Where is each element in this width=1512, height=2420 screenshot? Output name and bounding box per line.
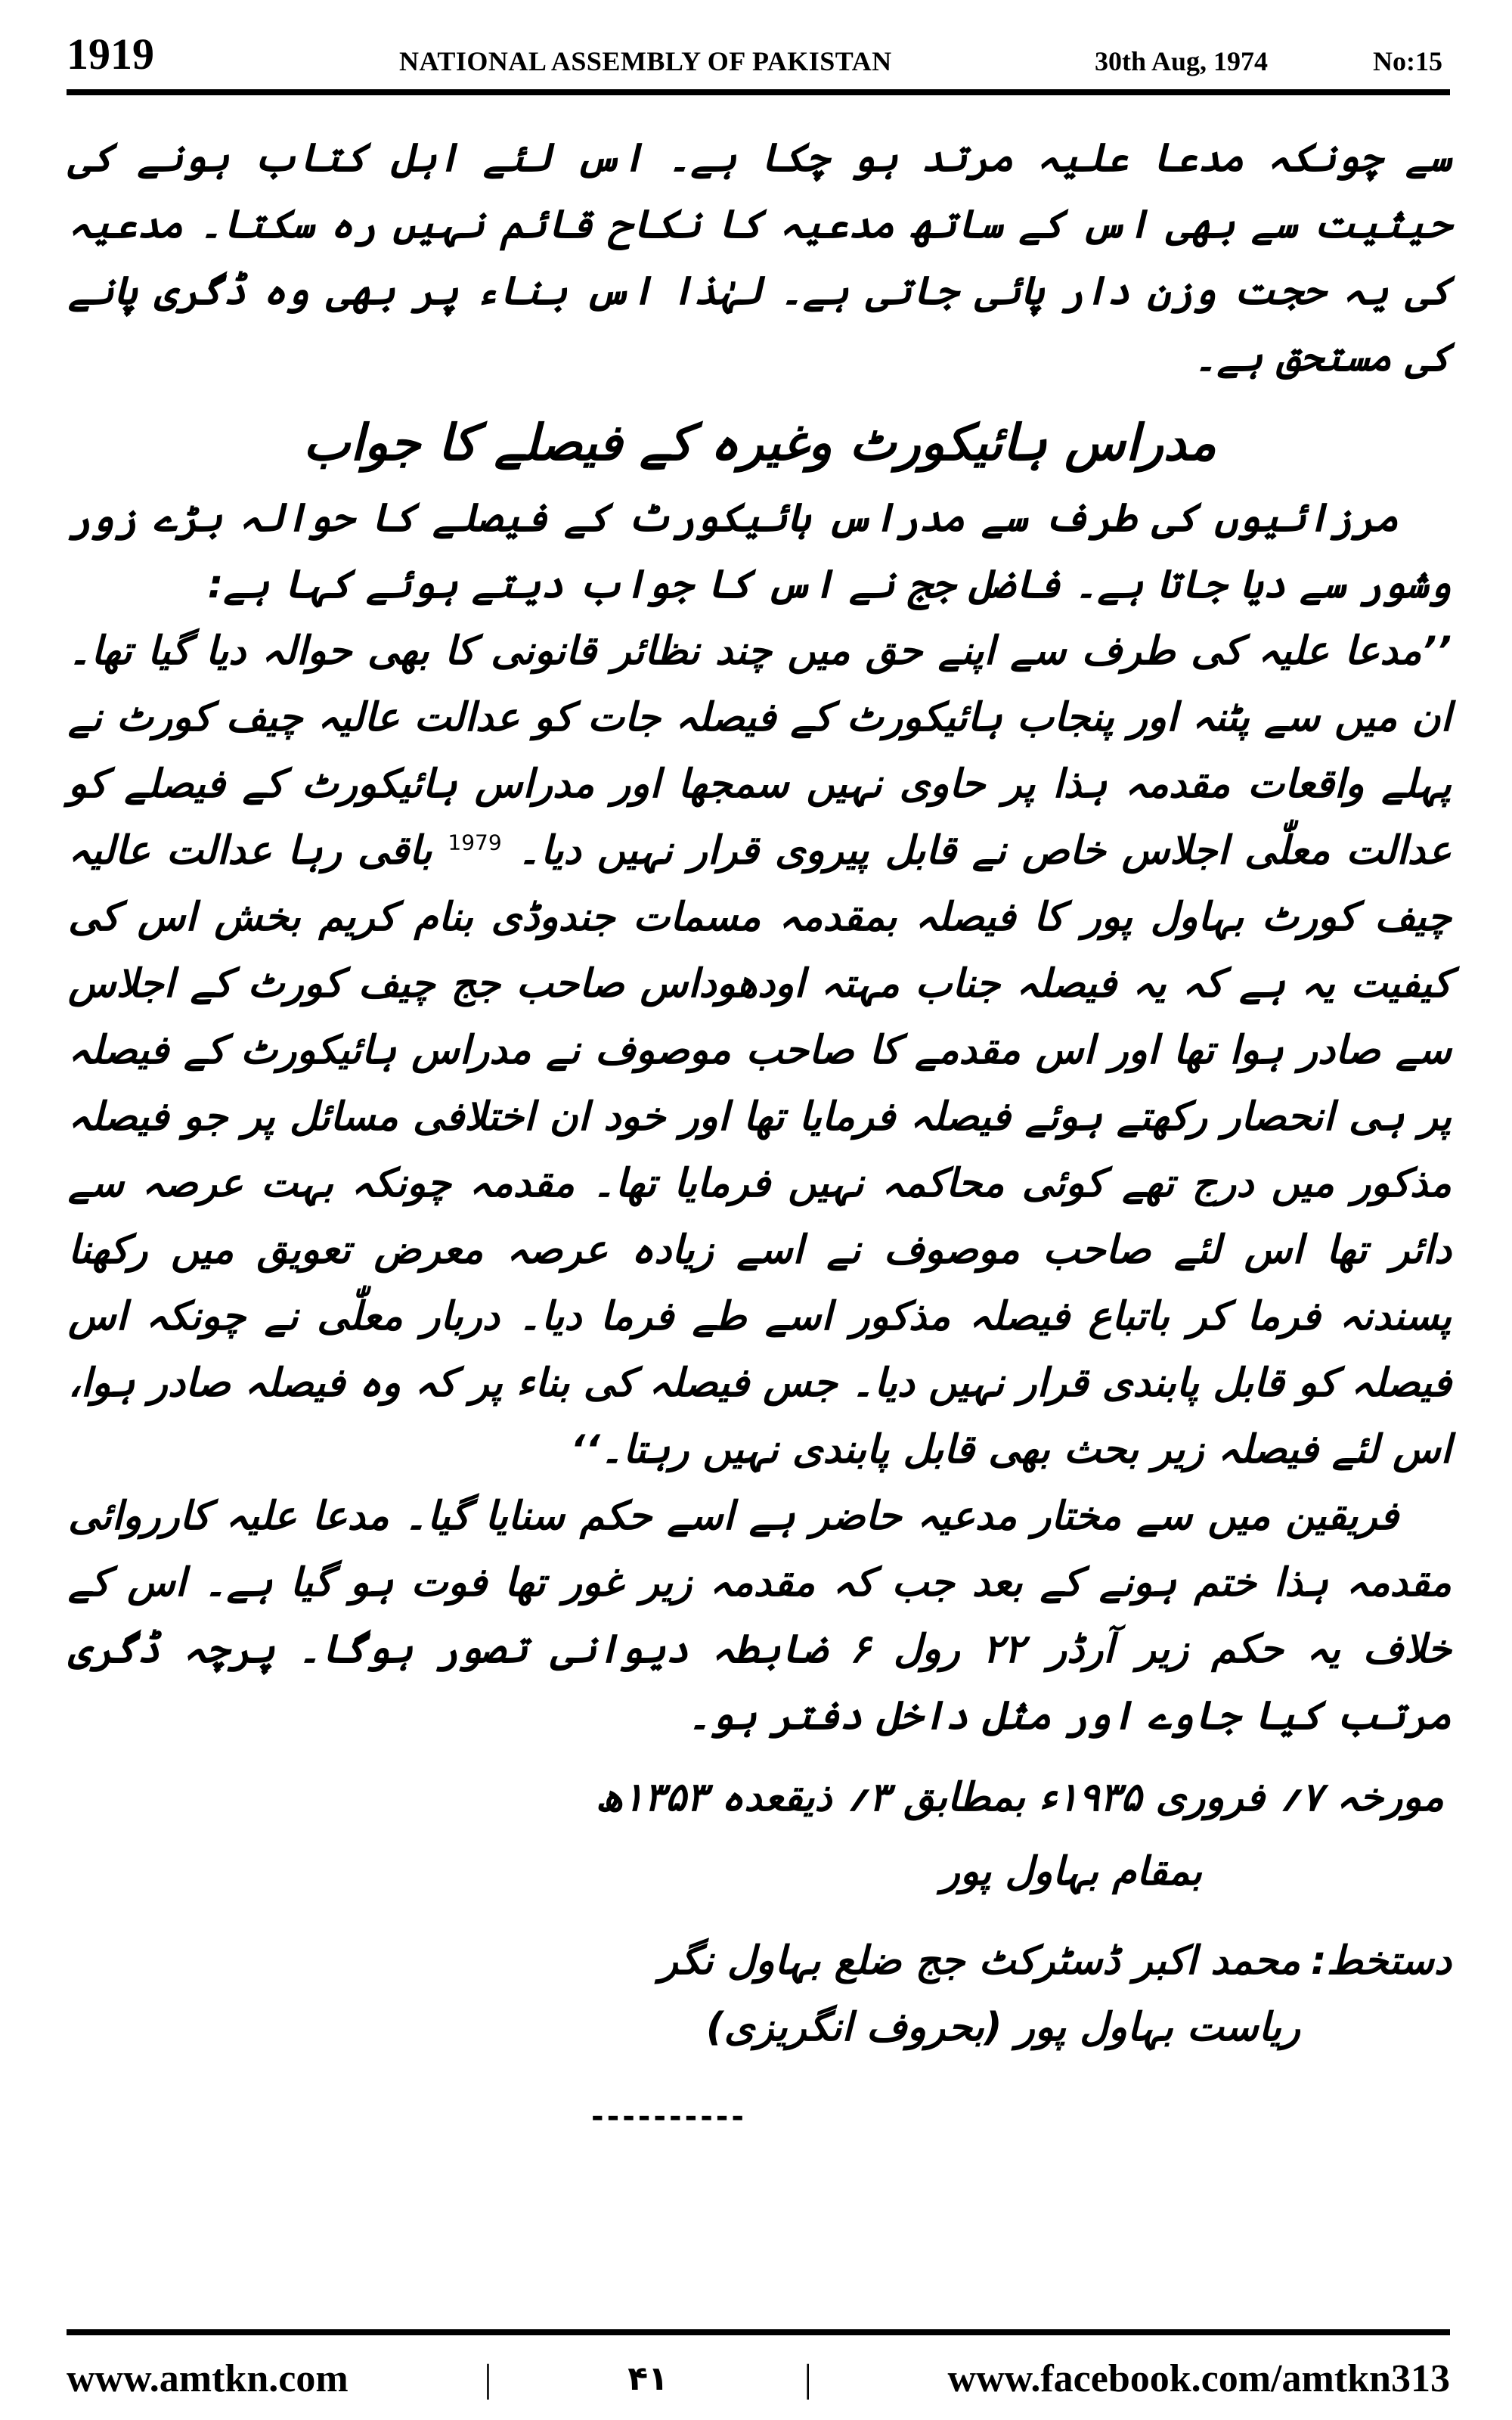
footer-website-link[interactable]: www.amtkn.com <box>67 2356 349 2400</box>
place-line: بمقام بہاول پور <box>940 1849 1202 1894</box>
end-divider: ---------- <box>590 2099 747 2134</box>
quote-part-2: باقی رہا عدالت عالیہ چیف کورٹ بہاول پور کا فیصلہ بمقدمہ مسمات جندوڈی بنام کریم بخش اس کی کیفیت یہ ہے کہ یہ فیصلہ جناب مہتہ اودھوداس صاحب جج چیف کورٹ کے اجلاس سے صادر ہوا تھا اور اس مقدمے کا صاحب موصوف نے مدراس ہائیکورٹ کے فیصلہ پر ہی انحصار رکھتے ہوئے فیصلہ فرمایا تھا اور خود ان اختلافی مسائل پر جو فیصلہ مذکور میں درج تھے کوئی محاکمہ نہیں فرمایا تھا۔ مقدمہ چونکہ بہت عرصہ سے دائر تھا اس لئے صاحب موصوف نے اسے زیادہ عرصہ معرض تعویق میں رکھنا پسندنہ فرما کر باتباع فیصلہ مذکور اسے طے فرما دیا۔ دربار معلّٰی نے چونکہ اس فیصلہ کو قابل پابندی قرار نہیں دیا۔ جس فیصلہ کی بناء پر کہ وہ فیصلہ صادر ہوا، اس لئے فیصلہ زیر بحث بھی قابل پابندی نہیں رہتا۔‘‘ <box>68 828 1452 1472</box>
page-header <box>67 29 1450 89</box>
session-date: 30th Aug, 1974 <box>1095 46 1269 76</box>
footer-separator-right: | <box>804 2356 812 2400</box>
date-line: مورخہ ۷؍ فروری ۱۹۳۵ء بمطابق ۳؍ ذیقعدہ ۱۳۵۳ھ <box>595 1775 1444 1820</box>
footer-rule <box>67 2329 1450 2335</box>
publication-title: NATIONAL ASSEMBLY OF PAKISTAN <box>399 46 892 76</box>
signature-block <box>68 1928 1452 2061</box>
signature-label: دستخط: <box>1310 1938 1452 1984</box>
quote-part-1: ’’مدعا علیہ کی طرف سے اپنے حق میں چند نظائر قانونی کا بھی حوالہ دیا گیا تھا۔ ان میں سے پٹنہ اور پنجاب ہائیکورٹ کے فیصلہ جات کو عدالت عالیہ چیف کورٹ نے پہلے واقعات مقدمہ ہذا پر حاوی نہیں سمجھا اور مدراس ہائیکورٹ کے فیصلے کو عدالت معلّٰی اجلاس خاص نے قابل پیروی قرار نہیں دیا۔ <box>68 628 1452 873</box>
signatory-state: ریاست بہاول پور (بحروف انگریزی) <box>705 2005 1300 2050</box>
section-heading: مدراس ہائیکورٹ وغیرہ کے فیصلے کا جواب <box>303 414 1216 472</box>
paragraph-2: فریقین میں سے مختار مدعیہ حاضر ہے اسے حکم سنایا گیا۔ مدعا علیہ کارروائی مقدمہ ہذا ختم ہونے کے بعد جب کہ مقدمہ زیر غور تھا فوت ہو گیا ہے۔ اس کے خلاف یہ حکم زیر آرڈر ۲۲ رول ۶ ضابطہ دیوانی تصور ہوگا۔ پرچہ ڈگری مرتب کیا جاوے اور مثل داخل دفتر ہو۔ <box>68 1494 1452 1739</box>
paragraph-1: مرزائیوں کی طرف سے مدراس ہائیکورٹ کے فیصلے کا حوالہ بڑے زور وشور سے دیا جاتا ہے۔ فاضل جج نے اس کا جواب دیتے ہوئے کہا ہے: <box>68 495 1452 607</box>
footer-separator-left: | <box>484 2356 492 2400</box>
header-rule <box>67 89 1450 95</box>
page-footer <box>67 2352 1450 2405</box>
page-number: 1919 <box>67 29 154 79</box>
signature-row <box>68 1928 1452 1994</box>
issue-number: No:15 <box>1373 46 1442 76</box>
footer-facebook-link[interactable]: www.facebook.com/amtkn313 <box>947 2356 1450 2400</box>
footer-page-number: ۴۱ <box>627 2359 668 2398</box>
footnote-ref: 1979 <box>448 830 502 855</box>
intro-paragraph: سے چونکہ مدعا علیہ مرتد ہو چکا ہے۔ اس لئے اہل کتاب ہونے کی حیثیت سے بھی اس کے ساتھ مدعیہ کا نکاح قائم نہیں رہ سکتا۔ مدعیہ کی یہ حجت وزن دار پائی جاتی ہے۔ لہٰذا اس بناء پر بھی وہ ڈگری پانے کی مستحق ہے۔ <box>68 135 1452 380</box>
quote-paragraph <box>68 618 1452 1483</box>
signatory-name: محمد اکبر ڈسٹرکٹ جج ضلع بہاول نگر <box>658 1938 1300 1984</box>
document-body <box>68 125 1452 2280</box>
